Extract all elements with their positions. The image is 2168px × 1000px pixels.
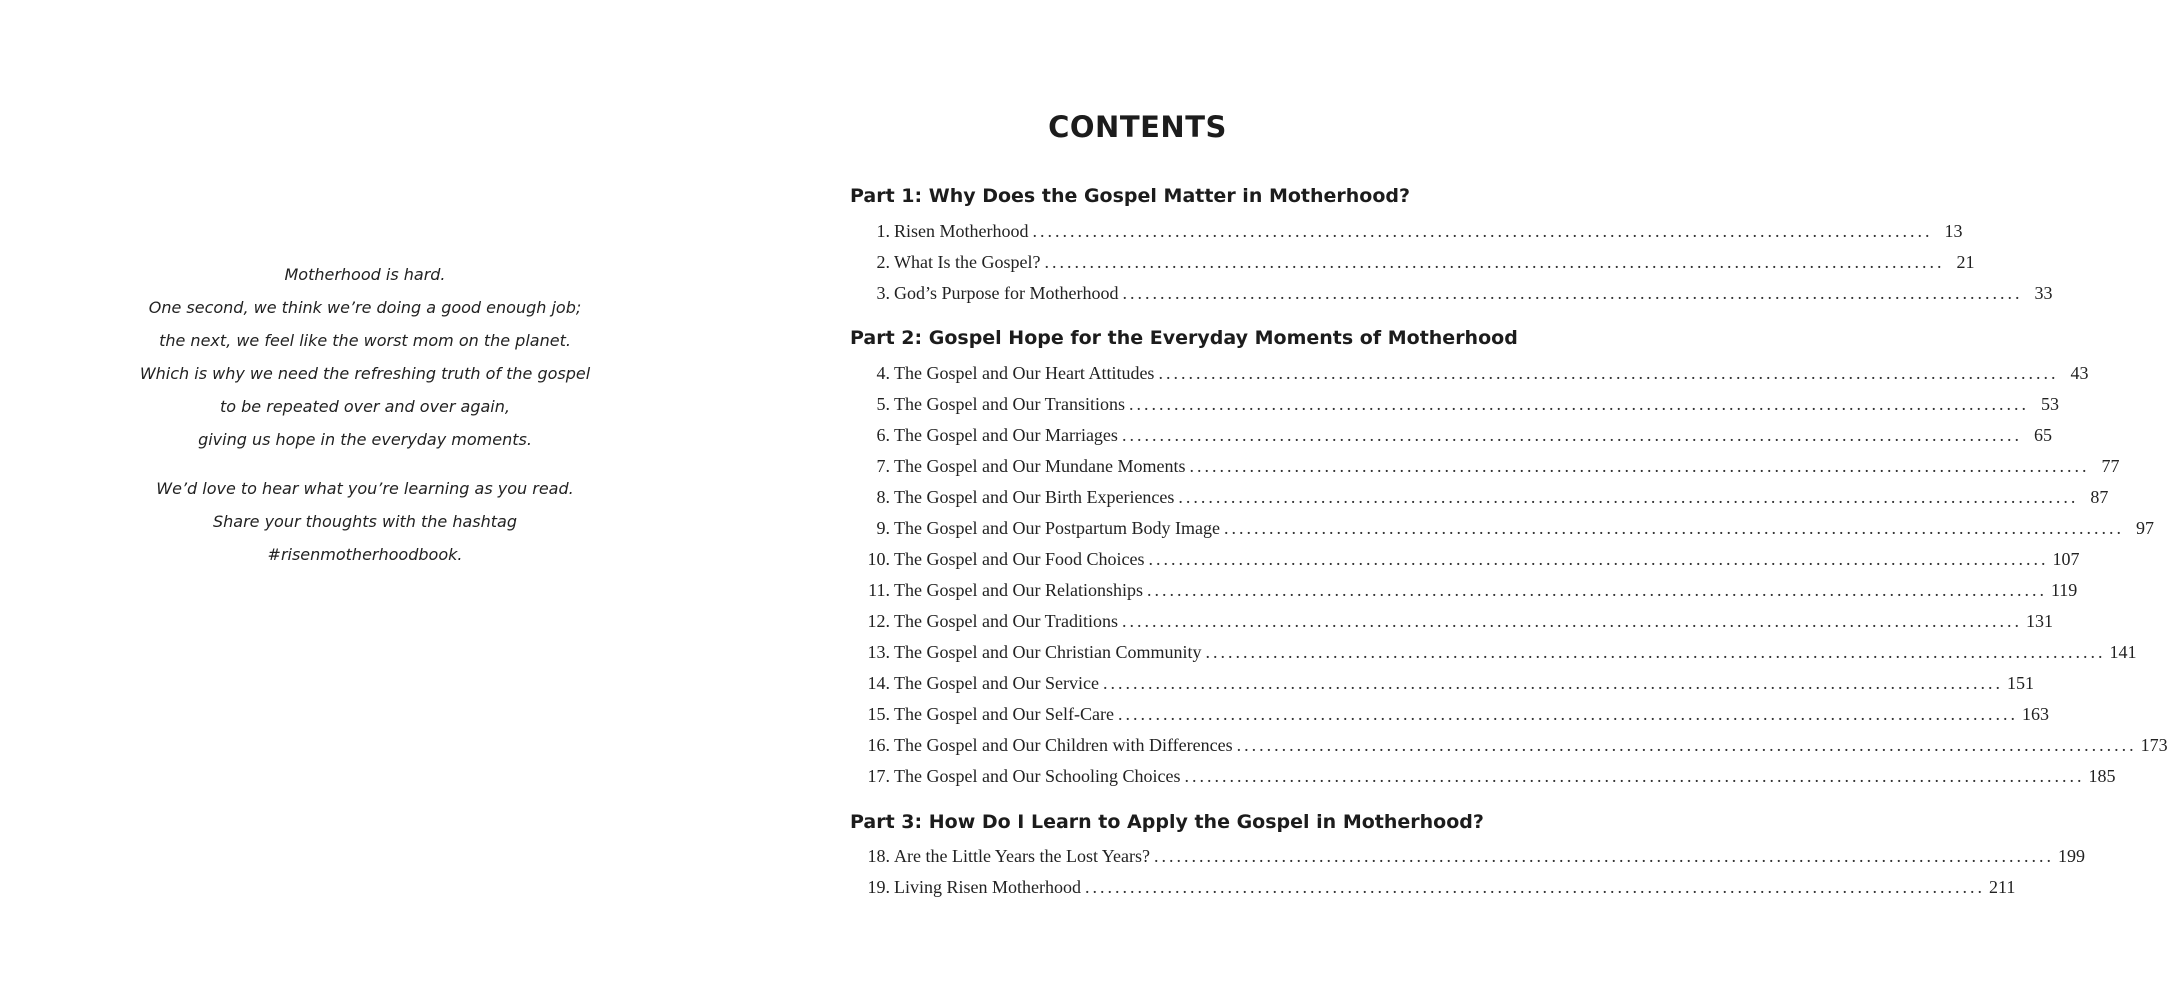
quote-line: Which is why we need the refreshing truth of the gospel	[139, 364, 591, 383]
toc-entry[interactable]	[864, 420, 2052, 451]
chapter-title: The Gospel and Our Food Choices	[894, 549, 1145, 569]
dot-leader: ........................................................................................................................	[1102, 673, 2003, 693]
chapter-title: Living Risen Motherhood	[894, 877, 1081, 897]
page-number: 141	[2109, 642, 2137, 662]
left-page	[0, 0, 730, 1000]
contents-page	[760, 0, 2168, 1000]
page-number: 185	[2088, 766, 2116, 786]
chapter-title: The Gospel and Our Birth Experiences	[894, 487, 1175, 507]
page-number: 97	[2135, 518, 2154, 538]
dot-leader: ........................................................................................................................	[1148, 549, 2049, 569]
toc-entry[interactable]	[864, 761, 2116, 792]
chapter-title: The Gospel and Our Relationships	[894, 580, 1143, 600]
chapter-title: What Is the Gospel?	[894, 252, 1041, 272]
toc-entry[interactable]	[864, 482, 2109, 513]
toc-entry[interactable]	[864, 278, 2053, 309]
chapter-title: The Gospel and Our Heart Attitudes	[894, 363, 1155, 383]
page-number: 87	[2090, 487, 2109, 507]
chapter-title: The Gospel and Our Traditions	[894, 611, 1118, 631]
toc-entry[interactable]	[864, 358, 2089, 389]
chapter-title: The Gospel and Our Service	[894, 673, 1099, 693]
page-number: 199	[2057, 846, 2085, 866]
dot-leader: ........................................................................................................................	[1085, 877, 1985, 897]
toc-entry[interactable]	[864, 216, 1963, 247]
page-number: 33	[2034, 283, 2053, 303]
page-number: 21	[1956, 252, 1975, 272]
dot-leader: ........................................................................................................................	[1178, 487, 2079, 507]
page-number: 211	[1989, 877, 2016, 897]
chapter-number: 18.	[867, 846, 890, 866]
chapter-title: The Gospel and Our Self-Care	[894, 704, 1114, 724]
chapter-number: 15.	[867, 704, 890, 724]
toc-entry[interactable]	[864, 730, 2168, 761]
toc-entry[interactable]	[864, 513, 2154, 544]
dot-leader: ........................................................................................................................	[1205, 642, 2106, 662]
toc-entry[interactable]	[864, 544, 2080, 575]
dot-leader: ........................................................................................................................	[1184, 766, 2085, 786]
quote-line: giving us hope in the everyday moments.	[198, 430, 532, 449]
chapter-number: 3.	[876, 283, 890, 303]
chapter-number: 19.	[867, 877, 890, 897]
quote-line: to be repeated over and over again,	[220, 397, 510, 416]
chapter-title: God’s Purpose for Motherhood	[894, 283, 1119, 303]
toc-entry[interactable]	[864, 606, 2053, 637]
hashtag-invitation	[0, 472, 730, 571]
chapter-number: 11.	[868, 580, 890, 600]
chapter-title: The Gospel and Our Schooling Choices	[894, 766, 1181, 786]
share-line: Share your thoughts with the hashtag	[212, 512, 518, 531]
chapter-number: 6.	[876, 425, 890, 445]
chapter-number: 16.	[867, 735, 890, 755]
part-3-chapter-list	[864, 841, 2085, 903]
quote-line: One second, we think we’re doing a good enough job;	[148, 298, 582, 317]
dot-leader: ........................................................................................................................	[1236, 735, 2137, 755]
page-number: 119	[2050, 580, 2078, 600]
part-heading: Part 1: Why Does the Gospel Matter in Motherhood?	[850, 185, 1411, 207]
toc-entry[interactable]	[864, 451, 2120, 482]
toc-entry[interactable]	[864, 247, 1975, 278]
page-number: 53	[2041, 394, 2059, 414]
page-number: 131	[2026, 611, 2053, 631]
chapter-title: The Gospel and Our Postpartum Body Image	[894, 518, 1220, 538]
dot-leader: ........................................................................................................................	[1129, 394, 2029, 414]
page-number: 173	[2140, 735, 2168, 755]
chapter-number: 2.	[876, 252, 890, 272]
chapter-title: The Gospel and Our Children with Differences	[894, 735, 1233, 755]
chapter-title: Are the Little Years the Lost Years?	[894, 846, 1150, 866]
motherhood-quote	[0, 258, 730, 456]
chapter-title: Risen Motherhood	[894, 221, 1029, 241]
page-number: 107	[2052, 549, 2080, 569]
toc-entry[interactable]	[864, 668, 2034, 699]
chapter-number: 13.	[867, 642, 890, 662]
toc-entry[interactable]	[864, 575, 2078, 606]
dot-leader: ........................................................................................................................	[1117, 704, 2018, 724]
chapter-number: 4.	[876, 363, 890, 383]
page-number: 77	[2101, 456, 2120, 476]
toc-entry[interactable]	[864, 872, 2016, 903]
chapter-title: The Gospel and Our Transitions	[894, 394, 1125, 414]
toc-entry[interactable]	[864, 637, 2137, 668]
chapter-number: 10.	[867, 549, 890, 569]
chapter-number: 17.	[867, 766, 890, 786]
dot-leader: ........................................................................................................................	[1189, 456, 2090, 476]
dot-leader: ........................................................................................................................	[1158, 363, 2059, 383]
part-1-chapter-list	[864, 216, 2053, 309]
dot-leader: ........................................................................................................................	[1153, 846, 2054, 866]
hashtag: #risenmotherhoodbook.	[267, 545, 463, 564]
toc-entry[interactable]	[864, 389, 2059, 420]
chapter-number: 8.	[876, 487, 890, 507]
page-number: 13	[1944, 221, 1963, 241]
chapter-title: The Gospel and Our Mundane Moments	[894, 456, 1186, 476]
chapter-number: 12.	[867, 611, 890, 631]
chapter-number: 5.	[876, 394, 890, 414]
chapter-number: 7.	[876, 456, 890, 476]
dot-leader: ........................................................................................................................	[1032, 221, 1933, 241]
dot-leader: ........................................................................................................................	[1044, 252, 1945, 272]
chapter-title: The Gospel and Our Marriages	[894, 425, 1118, 445]
chapter-number: 9.	[876, 518, 890, 538]
chapter-title: The Gospel and Our Christian Community	[894, 642, 1202, 662]
part-heading: Part 2: Gospel Hope for the Everyday Moments of Motherhood	[850, 327, 1518, 349]
quote-line: Motherhood is hard.	[284, 265, 446, 284]
dot-leader: ........................................................................................................................	[1146, 580, 2047, 600]
part-heading: Part 3: How Do I Learn to Apply the Gospel in Motherhood?	[850, 811, 1484, 833]
dot-leader: ........................................................................................................................	[1122, 283, 2023, 303]
share-line: We’d love to hear what you’re learning as you read.	[156, 479, 574, 498]
dot-leader: ........................................................................................................................	[1122, 611, 2022, 631]
page-number: 163	[2021, 704, 2049, 724]
toc-entry[interactable]	[864, 841, 2085, 872]
page-number: 43	[2070, 363, 2089, 383]
contents-title: CONTENTS	[1048, 110, 1227, 144]
dot-leader: ........................................................................................................................	[1121, 425, 2022, 445]
part-2-chapter-list	[864, 358, 2168, 792]
quote-line: the next, we feel like the worst mom on the planet.	[159, 331, 571, 350]
page-number: 65	[2033, 425, 2052, 445]
page-number: 151	[2006, 673, 2034, 693]
chapter-number: 14.	[867, 673, 890, 693]
chapter-number: 1.	[876, 221, 890, 241]
dot-leader: ........................................................................................................................	[1223, 518, 2124, 538]
toc-entry[interactable]	[864, 699, 2049, 730]
